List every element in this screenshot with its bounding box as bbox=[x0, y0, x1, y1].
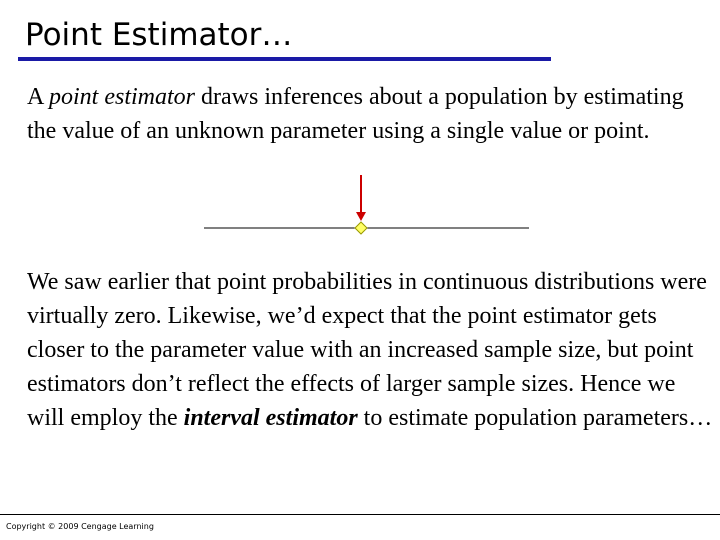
diamond-point-icon bbox=[355, 222, 367, 234]
down-arrow-icon bbox=[356, 175, 366, 221]
footer-divider bbox=[0, 514, 720, 515]
paragraph-point-estimator bbox=[27, 80, 717, 148]
paragraph-1-lead: A bbox=[27, 84, 50, 110]
title-underline bbox=[18, 57, 551, 61]
point-estimator-term: point estimator bbox=[49, 84, 196, 110]
slide-title: Point Estimator… bbox=[25, 17, 293, 53]
point-estimate-diagram bbox=[200, 170, 535, 240]
paragraph-interval-estimator bbox=[27, 265, 717, 435]
paragraph-1-rest: draws inferences about a population by estimating the value of an unknown parameter using a single value or point. bbox=[27, 84, 684, 144]
interval-estimator-term: interval estimator bbox=[183, 405, 358, 431]
paragraph-2-rest: to estimate population parameters… bbox=[357, 405, 713, 431]
paragraph-2-lead: We saw earlier that point probabilities in continuous distributions were virtually zero. Likewise, we’d expect that the point estimator gets closer to the parameter value with an increased sample size, but point estimators don’t reflect the effects of larger sample sizes. Hence we will employ the bbox=[27, 269, 707, 431]
copyright-footer: Copyright © 2009 Cengage Learning bbox=[6, 522, 154, 531]
